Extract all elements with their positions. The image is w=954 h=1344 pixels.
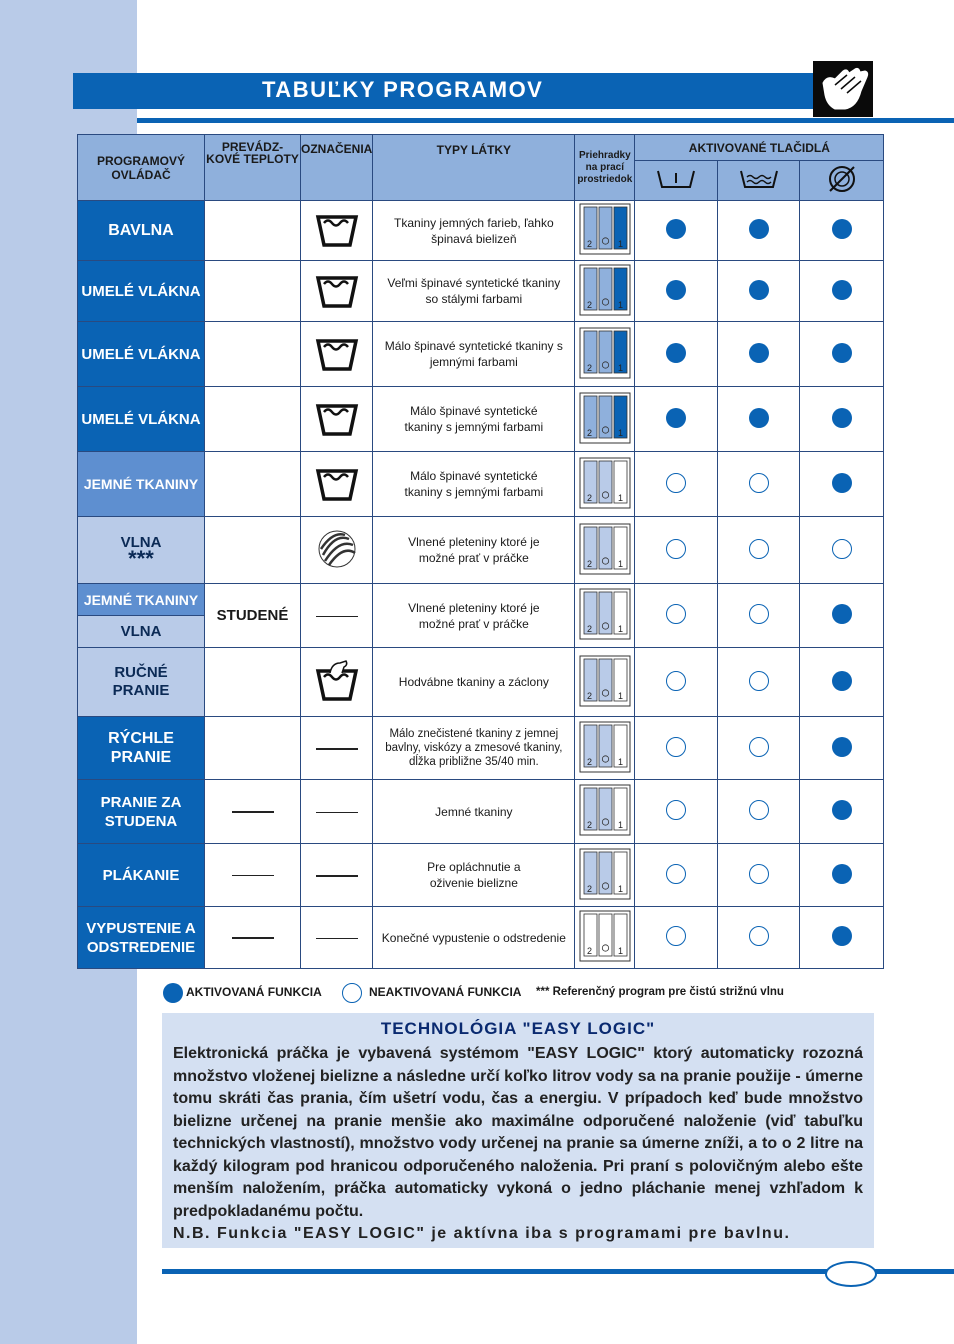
button-status-3: [800, 648, 884, 717]
program-delicates: JEMNÉ TKANINY: [78, 452, 205, 517]
program-cold-wash: PRANIE ZA STUDENA: [78, 780, 205, 844]
button-status-2: [718, 717, 800, 780]
button-status-3: [800, 517, 884, 584]
detergent-drawer-icon: [575, 907, 635, 969]
button-status-2: [718, 780, 800, 844]
button-status-1: [635, 648, 718, 717]
inactive-dot: [749, 926, 769, 946]
hand-wash-tub-icon: [301, 648, 373, 717]
title-underline: [137, 118, 954, 123]
inactive-dot: [666, 864, 686, 884]
active-dot: [749, 343, 769, 363]
legend-inactive: NEAKTIVOVANÁ FUNKCIA: [369, 985, 522, 999]
button-status-2: [718, 201, 800, 261]
button-status-3: [800, 201, 884, 261]
inactive-dot: [666, 671, 686, 691]
wool-icon: [301, 517, 373, 584]
wash-tub-icon: [301, 387, 373, 452]
header-buttons: AKTIVOVANÉ TLAČIDLÁ: [635, 135, 884, 161]
no-temperature-dash: [205, 780, 301, 844]
fabric-type: Málo špinavé syntetické tkaniny s jemnými farbami: [373, 452, 575, 517]
active-dot: [832, 926, 852, 946]
inactive-dot: [666, 926, 686, 946]
fabric-type: Vlnené pleteniny ktoré je možné prať v práčke: [373, 584, 575, 648]
hand-wash-icon: [813, 61, 873, 117]
button-status-1: [635, 517, 718, 584]
program-synthetics: UMELÉ VLÁKNA: [78, 261, 205, 322]
program-wool: VLNA: [78, 616, 205, 648]
legend-active-dot: [163, 983, 183, 1003]
program-wool: [78, 517, 205, 584]
button-status-3: [800, 261, 884, 322]
detergent-drawer-icon: [575, 584, 635, 648]
header-temperature: PREVÁDZ-KOVÉ TEPLOTY: [205, 135, 301, 201]
legend-note: *** Referenčný program pre čistú strižnú vlnu: [536, 986, 784, 998]
wash-tub-icon: [301, 261, 373, 322]
fabric-type: Hodvábne tkaniny a záclony: [373, 648, 575, 717]
button-status-1: [635, 584, 718, 648]
fabric-type: Konečné vypustenie o odstredenie: [373, 907, 575, 969]
easy-logic-note: N.B. Funkcia "EASY LOGIC" je aktívna iba s programami pre bavlnu.: [173, 1225, 791, 1242]
inactive-dot: [749, 800, 769, 820]
button-status-1: [635, 717, 718, 780]
detergent-drawer-icon: [575, 517, 635, 584]
inactive-dot: [666, 737, 686, 757]
active-dot: [832, 280, 852, 300]
active-dot: [749, 280, 769, 300]
active-dot: [666, 280, 686, 300]
detergent-drawer-icon: [575, 717, 635, 780]
active-dot: [832, 800, 852, 820]
easy-logic-text: [173, 1043, 863, 1246]
detergent-drawer-icon: [575, 201, 635, 261]
fabric-type: Málo špinavé syntetické tkaniny s jemnými farbami: [373, 322, 575, 387]
active-dot: [832, 408, 852, 428]
fabric-type: Veľmi špinavé syntetické tkaniny so stálymi farbami: [373, 261, 575, 322]
button-status-2: [718, 387, 800, 452]
temperature-cell: [205, 201, 301, 261]
button-status-3: [800, 322, 884, 387]
wash-tub-icon: [301, 201, 373, 261]
inactive-dot: [666, 800, 686, 820]
button-status-2: [718, 907, 800, 969]
active-dot: [832, 671, 852, 691]
button-status-3: [800, 452, 884, 517]
fabric-type: Pre opláchnutie a oživenie bielizne: [373, 844, 575, 907]
no-temperature-dash: [205, 844, 301, 907]
inactive-dot: [749, 604, 769, 624]
inactive-dot: [666, 604, 686, 624]
inactive-dot: [749, 671, 769, 691]
no-symbol-dash: [301, 844, 373, 907]
detergent-drawer-icon: [575, 387, 635, 452]
button-status-2: [718, 322, 800, 387]
active-dot: [832, 864, 852, 884]
button-status-1: [635, 322, 718, 387]
page-title: TABUĽKY PROGRAMOV: [262, 77, 544, 102]
header-fabric: TYPY LÁTKY: [373, 135, 575, 201]
program-rinse: PLÁKANIE: [78, 844, 205, 907]
temperature-cell: [205, 717, 301, 780]
water-level-button-icon: [718, 161, 800, 201]
button-status-1: [635, 780, 718, 844]
button-status-1: [635, 387, 718, 452]
active-dot: [749, 408, 769, 428]
header-symbols: OZNAČENIA: [301, 135, 373, 201]
detergent-drawer-icon: [575, 322, 635, 387]
program-label: VLNA: [120, 534, 162, 551]
inactive-dot: [832, 539, 852, 559]
temperature-cell: [205, 648, 301, 717]
button-status-3: [800, 844, 884, 907]
rinse-button-icon: [635, 161, 718, 201]
easy-logic-title: TECHNOLÓGIA "EASY LOGIC": [380, 1019, 656, 1038]
program-cotton: BAVLNA: [78, 201, 205, 261]
button-status-2: [718, 452, 800, 517]
button-status-1: [635, 261, 718, 322]
legend-active: AKTIVOVANÁ FUNKCIA: [186, 985, 322, 999]
no-symbol-dash: [301, 780, 373, 844]
no-symbol-dash: [301, 584, 373, 648]
no-symbol-dash: [301, 717, 373, 780]
inactive-dot: [666, 539, 686, 559]
active-dot: [666, 408, 686, 428]
detergent-drawer-icon: [575, 648, 635, 717]
button-status-3: [800, 717, 884, 780]
fabric-type: Málo znečistené tkaniny z jemnej bavlny, viskózy a zmesové tkaniny, dĺžka približne 35/40 min.: [373, 717, 575, 780]
program-delicates: JEMNÉ TKANINY: [78, 584, 205, 616]
header-programmer: PROGRAMOVÝ OVLÁDAČ: [78, 135, 205, 201]
program-synthetics: UMELÉ VLÁKNA: [78, 387, 205, 452]
program-drain-spin: VYPUSTENIE A ODSTREDENIE: [78, 907, 205, 969]
easy-logic-box: [162, 1013, 874, 1248]
temperature-cell: [205, 517, 301, 584]
button-status-2: [718, 584, 800, 648]
active-dot: [666, 343, 686, 363]
temperature-cold: STUDENÉ: [205, 584, 301, 648]
program-table: [77, 134, 884, 969]
active-dot: [749, 219, 769, 239]
no-temperature-dash: [205, 907, 301, 969]
temperature-cell: [205, 261, 301, 322]
active-dot: [832, 343, 852, 363]
active-dot: [832, 604, 852, 624]
inactive-dot: [749, 539, 769, 559]
detergent-drawer-icon: [575, 780, 635, 844]
wash-tub-icon: [301, 322, 373, 387]
button-status-3: [800, 584, 884, 648]
temperature-cell: [205, 387, 301, 452]
fabric-type: Málo špinavé syntetické tkaniny s jemnými farbami: [373, 387, 575, 452]
active-dot: [666, 219, 686, 239]
button-status-1: [635, 201, 718, 261]
button-status-2: [718, 261, 800, 322]
inactive-dot: [749, 473, 769, 493]
reference-stars: ***: [128, 546, 154, 571]
button-status-2: [718, 517, 800, 584]
legend-inactive-dot: [342, 983, 362, 1003]
header-drawers: Priehradky na prací prostriedok: [575, 135, 635, 201]
active-dot: [832, 737, 852, 757]
detergent-drawer-icon: [575, 261, 635, 322]
fabric-type: Jemné tkaniny: [373, 780, 575, 844]
page-number-oval: [825, 1261, 877, 1287]
button-status-1: [635, 452, 718, 517]
button-status-3: [800, 907, 884, 969]
program-synthetics: UMELÉ VLÁKNA: [78, 322, 205, 387]
button-status-2: [718, 648, 800, 717]
fabric-type: Vlnené pleteniny ktoré je možné prať v práčke: [373, 517, 575, 584]
temperature-cell: [205, 452, 301, 517]
inactive-dot: [666, 473, 686, 493]
detergent-drawer-icon: [575, 844, 635, 907]
wash-tub-icon: [301, 452, 373, 517]
button-status-3: [800, 780, 884, 844]
inactive-dot: [749, 864, 769, 884]
temperature-cell: [205, 322, 301, 387]
button-status-2: [718, 844, 800, 907]
button-status-1: [635, 907, 718, 969]
button-status-1: [635, 844, 718, 907]
detergent-drawer-icon: [575, 452, 635, 517]
no-spin-button-icon: [800, 161, 884, 201]
easy-logic-paragraph: Elektronická práčka je vybavená systémom "EASY LOGIC" ktorý automaticky rozozná množstvo vloženej bielizne a následne určí koľko litrov vody sa na pranie použije - úmerne tomu skráti čas prania, čím ušetrí vodu, čas a energiu. V prípadoch keď bude množstvo bielizne určenej na pranie menšie ako maximálne odporučené naloženie (viď tabuľku technických vlastností), množstvo vody určenej na pranie sa úmerne zníži, a to o 2 litre na každý kilogram pod hranicou odporučeného naloženia. Pri praní s polovičným alebo ešte menším naložením, práčka automaticky vykoná o jedno pláchanie menej vzhľadom k predpokladanému počtu.: [173, 1045, 863, 1220]
active-dot: [832, 219, 852, 239]
program-quick-wash: RÝCHLE PRANIE: [78, 717, 205, 780]
program-hand-wash: RUČNÉ PRANIE: [78, 648, 205, 717]
button-status-3: [800, 387, 884, 452]
fabric-type: Tkaniny jemných farieb, ľahko špinavá bielizeň: [373, 201, 575, 261]
active-dot: [832, 473, 852, 493]
inactive-dot: [749, 737, 769, 757]
no-symbol-dash: [301, 907, 373, 969]
